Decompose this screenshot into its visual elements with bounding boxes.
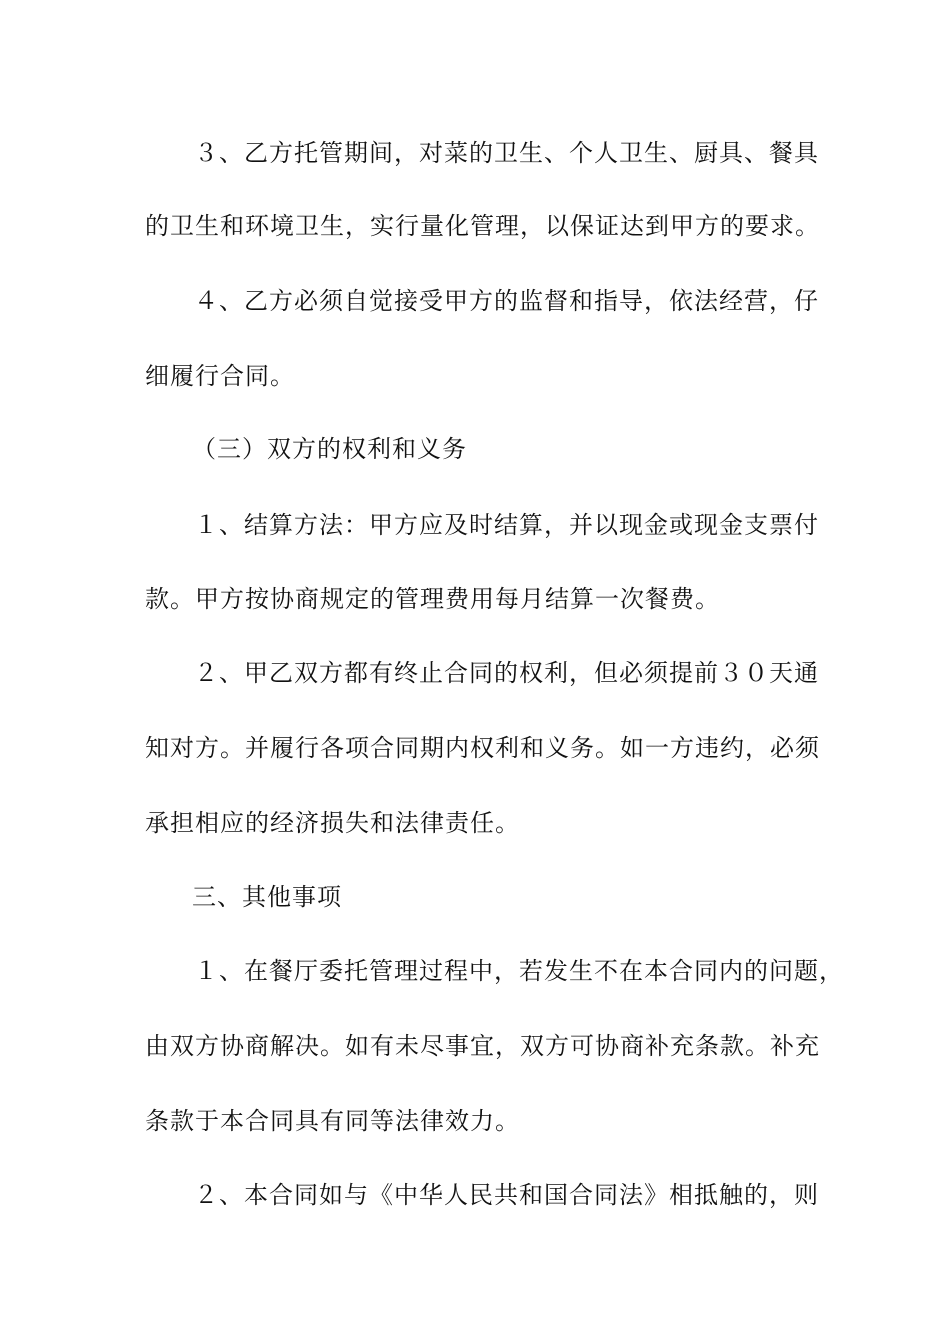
paragraph-termination-line-2: 知对方。并履行各项合同期内权利和义务。如一方违约，必须 bbox=[145, 734, 820, 762]
paragraph-settlement-line-1: １、结算方法：甲方应及时结算，并以现金或现金支票付 bbox=[194, 511, 819, 539]
paragraph-3-line-1: ３、乙方托管期间，对菜的卫生、个人卫生、厨具、餐具 bbox=[194, 139, 819, 167]
paragraph-other-1-line-2: 由双方协商解决。如有未尽事宜，双方可协商补充条款。补充 bbox=[145, 1032, 820, 1060]
paragraph-4-line-2: 细履行合同。 bbox=[145, 362, 295, 390]
paragraph-termination-line-1: ２、甲乙双方都有终止合同的权利，但必须提前３０天通 bbox=[194, 659, 819, 687]
paragraph-other-2-line-1: ２、本合同如与《中华人民共和国合同法》相抵触的，则 bbox=[194, 1181, 819, 1209]
section-heading-other-matters: 三、其他事项 bbox=[192, 883, 342, 911]
section-heading-rights-obligations: （三）双方的权利和义务 bbox=[192, 435, 467, 463]
paragraph-3-line-2: 的卫生和环境卫生，实行量化管理，以保证达到甲方的要求。 bbox=[145, 212, 820, 240]
paragraph-termination-line-3: 承担相应的经济损失和法律责任。 bbox=[145, 809, 520, 837]
paragraph-other-1-line-1: １、在餐厅委托管理过程中，若发生不在本合同内的问题， bbox=[194, 957, 844, 985]
paragraph-settlement-line-2: 款。甲方按协商规定的管理费用每月结算一次餐费。 bbox=[145, 585, 720, 613]
paragraph-other-1-line-3: 条款于本合同具有同等法律效力。 bbox=[145, 1107, 520, 1135]
paragraph-4-line-1: ４、乙方必须自觉接受甲方的监督和指导，依法经营，仔 bbox=[194, 287, 819, 315]
